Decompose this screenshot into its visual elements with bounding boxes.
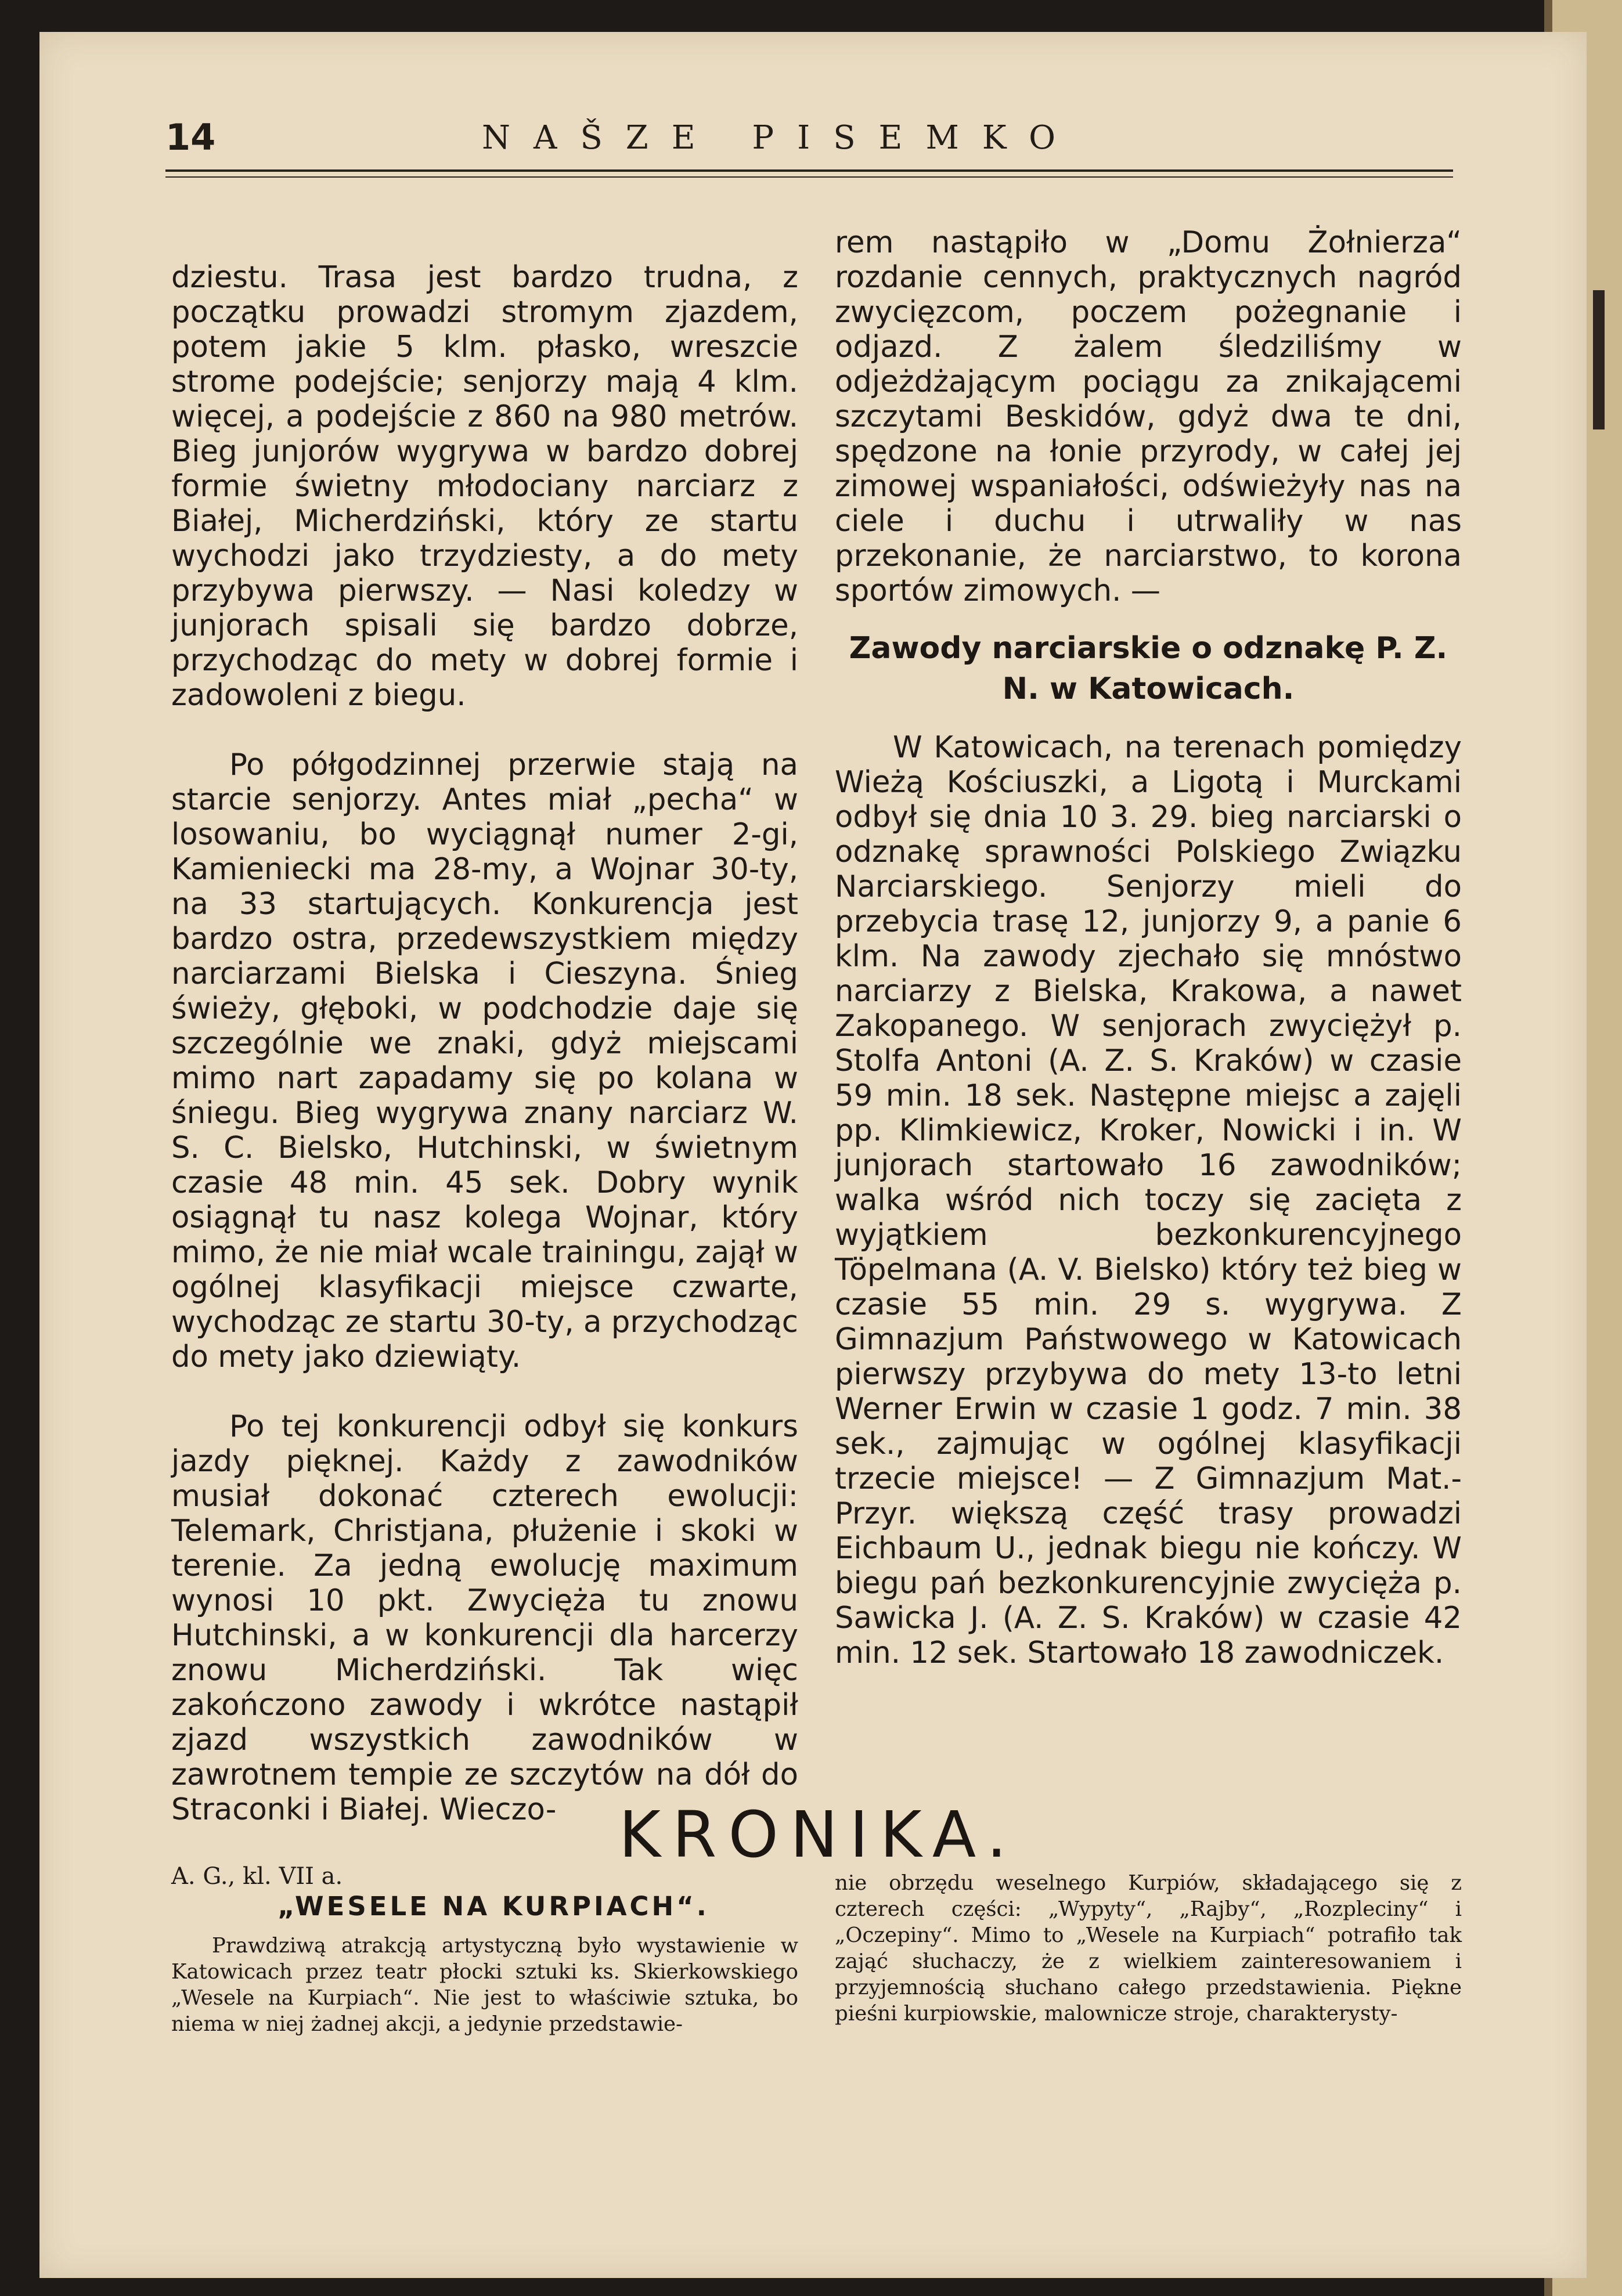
article-headline: Zawody narciarskie o odznakę P. Z. N. w Katowicach. xyxy=(849,631,1448,706)
magazine-title: NAŠZE PISEMKO xyxy=(482,119,1079,157)
kronika-subheading: „WESELE NA KURPIACH“. xyxy=(277,1891,709,1922)
header-rule-top xyxy=(165,169,1453,172)
page-number: 14 xyxy=(165,116,216,158)
article-paragraph: dziestu. Trasa jest bardzo trudna, z początku prowadzi stromym zjazdem, potem jakie 5 klm. płasko, wreszcie strome podejście; senjorzy mają 4 klm. więcej, a podejście z 860 na 980 metrów. Bieg junjorów wygrywa w bardzo dobrej formie świetny młodociany narciarz z Białej, Micherdziński, który ze startu wychodzi jako trzydziesty, a do mety przybywa pierwszy. — Nasi koledzy w junjorach spisali się bardzo dobrze, przychodząc do mety w dobrej formie i zadowoleni z biegu. xyxy=(171,260,798,713)
edge-mark xyxy=(1593,290,1605,429)
kronika-right-column: nie obrzędu weselnego Kurpiów, składającego się z czterech części: „Wypyty“, „Rajby“, „Rozpleciny“ i „Oczepiny“. Mimo to „Wesele na Kurpiach“ potrafiło tak zająć słuchaczy, że z wielkiem zainteresowaniem i przyjemnością słuchano całego przedstawienia. Piękne pieśni kurpiowskie, malownicze stroje, charakterysty- xyxy=(835,1871,1462,2026)
author-byline: A. G., kl. VII a. xyxy=(171,1863,343,1890)
article-paragraph: Po półgodzinnej przerwie stają na starcie senjorzy. Antes miał „pecha“ w losowaniu, bo wyciągnął numer 2-gi, Kamieniecki ma 28-my, a Wojnar 30-ty, na 33 startujących. Konkurencja jest bardzo ostra, przedewszystkiem między narciarzami Bielska i Cieszyna. Śnieg świeży, głęboki, w podchodzie daje się szczególnie we znaki, gdyż miejscami mimo nart zapadamy się po kolana w śniegu. Bieg wygrywa znany narciarz W. S. C. Bielsko, Hutchinski, w świetnym czasie 48 min. 45 sek. Dobry wynik osiągnął tu nasz kolega Wojnar, który mimo, że nie miał wcale trainingu, zajął w ogólnej klasyfikacji miejsce czwarte, wychodząc ze startu 30-ty, a przychodząc do mety jako dziewiąty. xyxy=(171,748,798,1374)
kronika-left-column: Prawdziwą atrakcją artystyczną było wystawienie w Katowicach przez teatr płocki sztuki ks. Skierkowskiego „Wesele na Kurpiach“. Nie jest to właściwie sztuka, bo niema w niej żadnej akcji, a jedynie przedstawie- xyxy=(171,1934,798,2036)
article-paragraph: Po tej konkurencji odbył się konkurs jazdy pięknej. Każdy z zawodników musiał dokonać czterech ewolucji: Telemark, Christjana, płużenie i skoki w terenie. Za jedną ewolucję maximum wynosi 10 pkt. Zwycięża tu znowu Hutchinski, a w konkurencji dla harcerzy znowu Micherdziński. Tak więc zakończono zawody i wkrótce nastąpił zjazd wszystkich zawodników w zawrotnem tempie ze szczytów na dół do Straconki i Białej. Wieczo- xyxy=(171,1409,798,1827)
section-title: KRONIKA. xyxy=(618,1797,1019,1872)
header-rule-bottom xyxy=(165,176,1453,178)
article-right-column: rem nastąpiło w „Domu Żołnierza“ rozdanie cennych, praktycznych nagród zwycięzcom, poczem pożegnanie i odjazd. Z żalem śledziliśmy w odjeżdżającym pociągu za znikającemi szczytami Beskidów, gdyż dwa te dni, spędzone na łonie przyrody, w całej jej zimowej wspaniałości, odświeżyły nas na ciele i duchu i utrwaliły w nas przekonanie, że narciarstwo, to korona sportów zimowych. — xyxy=(835,225,1462,608)
article-katowice-text: W Katowicach, na terenach pomiędzy Wieżą Kościuszki, a Ligotą i Murckami odbył się dnia 10 3. 29. bieg narciarski o odznakę sprawności Polskiego Związku Narciarskiego. Senjorzy mieli do przebycia trasę 12, junjorzy 9, a panie 6 klm. Na zawody zjechało się mnóstwo narciarzy z Bielska, Krakowa, a nawet Zakopanego. W senjorach zwyciężył p. Stolfa Antoni (A. Z. S. Kraków) w czasie 59 min. 18 sek. Następne miejsc a zajęli pp. Klimkiewicz, Kroker, Nowicki i in. W junjorach startowało 16 zawodników; walka wśród nich toczy się zacięta z wyjątkiem bezkonkurencyjnego Töpelmana (A. V. Bielsko) który też bieg w czasie 55 min. 29 s. wygrywa. Z Gimnazjum Państwowego w Katowicach pierwszy przybywa do mety 13-to letni Werner Erwin w czasie 1 godz. 7 min. 38 sek., zajmując w ogólnej klasyfikacji trzecie miejsce! — Z Gimnazjum Mat.-Przyr. większą część trasy prowadzi Eichbaum U., jednak biegu nie kończy. W biegu pań bezkonkurencyjnie zwycięża p. Sawicka J. (A. Z. S. Kraków) w czasie 42 min. 12 sek. Startowało 18 zawodniczek. xyxy=(835,730,1462,1670)
article-left-column xyxy=(171,225,798,1862)
